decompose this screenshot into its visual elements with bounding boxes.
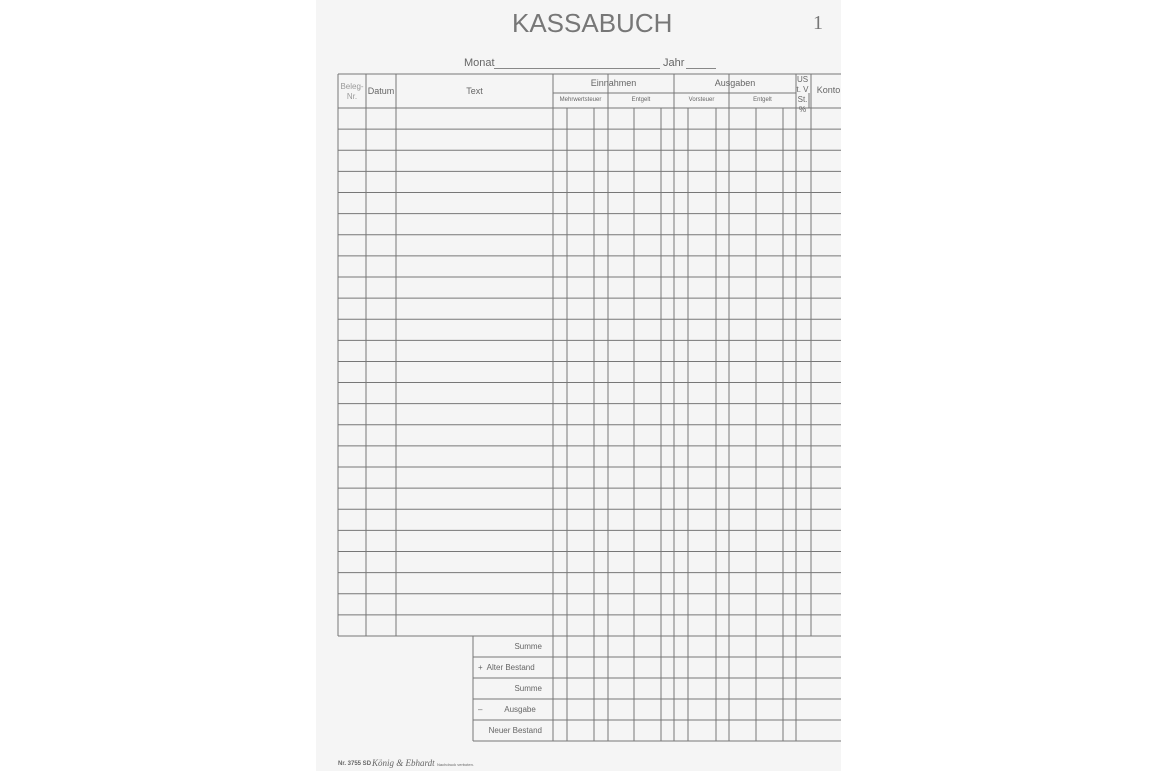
month-label: Monat [464, 57, 495, 69]
year-field[interactable] [686, 68, 716, 69]
header-konto: Konto [816, 85, 841, 95]
summary-row-label: + Alter Bestand [478, 663, 535, 672]
header-mehrwertsteuer: Mehrwertsteuer [559, 97, 602, 103]
header-vorsteuer: Vorsteuer [688, 97, 715, 103]
header-text: Text [466, 86, 483, 96]
month-field[interactable] [494, 68, 660, 69]
publisher-logo: König & Ebhardt [372, 758, 435, 768]
page-number: 1 [813, 12, 823, 34]
header-ausgaben-entgelt: Entgelt [753, 97, 772, 103]
header-datum: Datum [367, 86, 395, 96]
summary-row-label: Neuer Bestand [488, 726, 542, 735]
header-ust-vst: USt. VSt. % [796, 75, 809, 114]
form-number: Nr. 3755 SD [338, 761, 372, 767]
reprint-notice: Nachdruck verboten. [437, 762, 474, 767]
summary-row-label: – Ausgabe [478, 705, 536, 714]
year-label: Jahr [663, 57, 685, 69]
header-beleg-nr: Beleg-Nr. [340, 82, 364, 101]
header-einnahmen-entgelt: Entgelt [631, 97, 651, 103]
summary-row-label: Summe [514, 642, 542, 651]
header-einnahmen: Einnahmen [590, 78, 637, 88]
header-ausgaben: Ausgaben [714, 78, 756, 88]
page-title: KASSABUCH [512, 8, 673, 38]
summary-row-label: Summe [514, 684, 542, 693]
